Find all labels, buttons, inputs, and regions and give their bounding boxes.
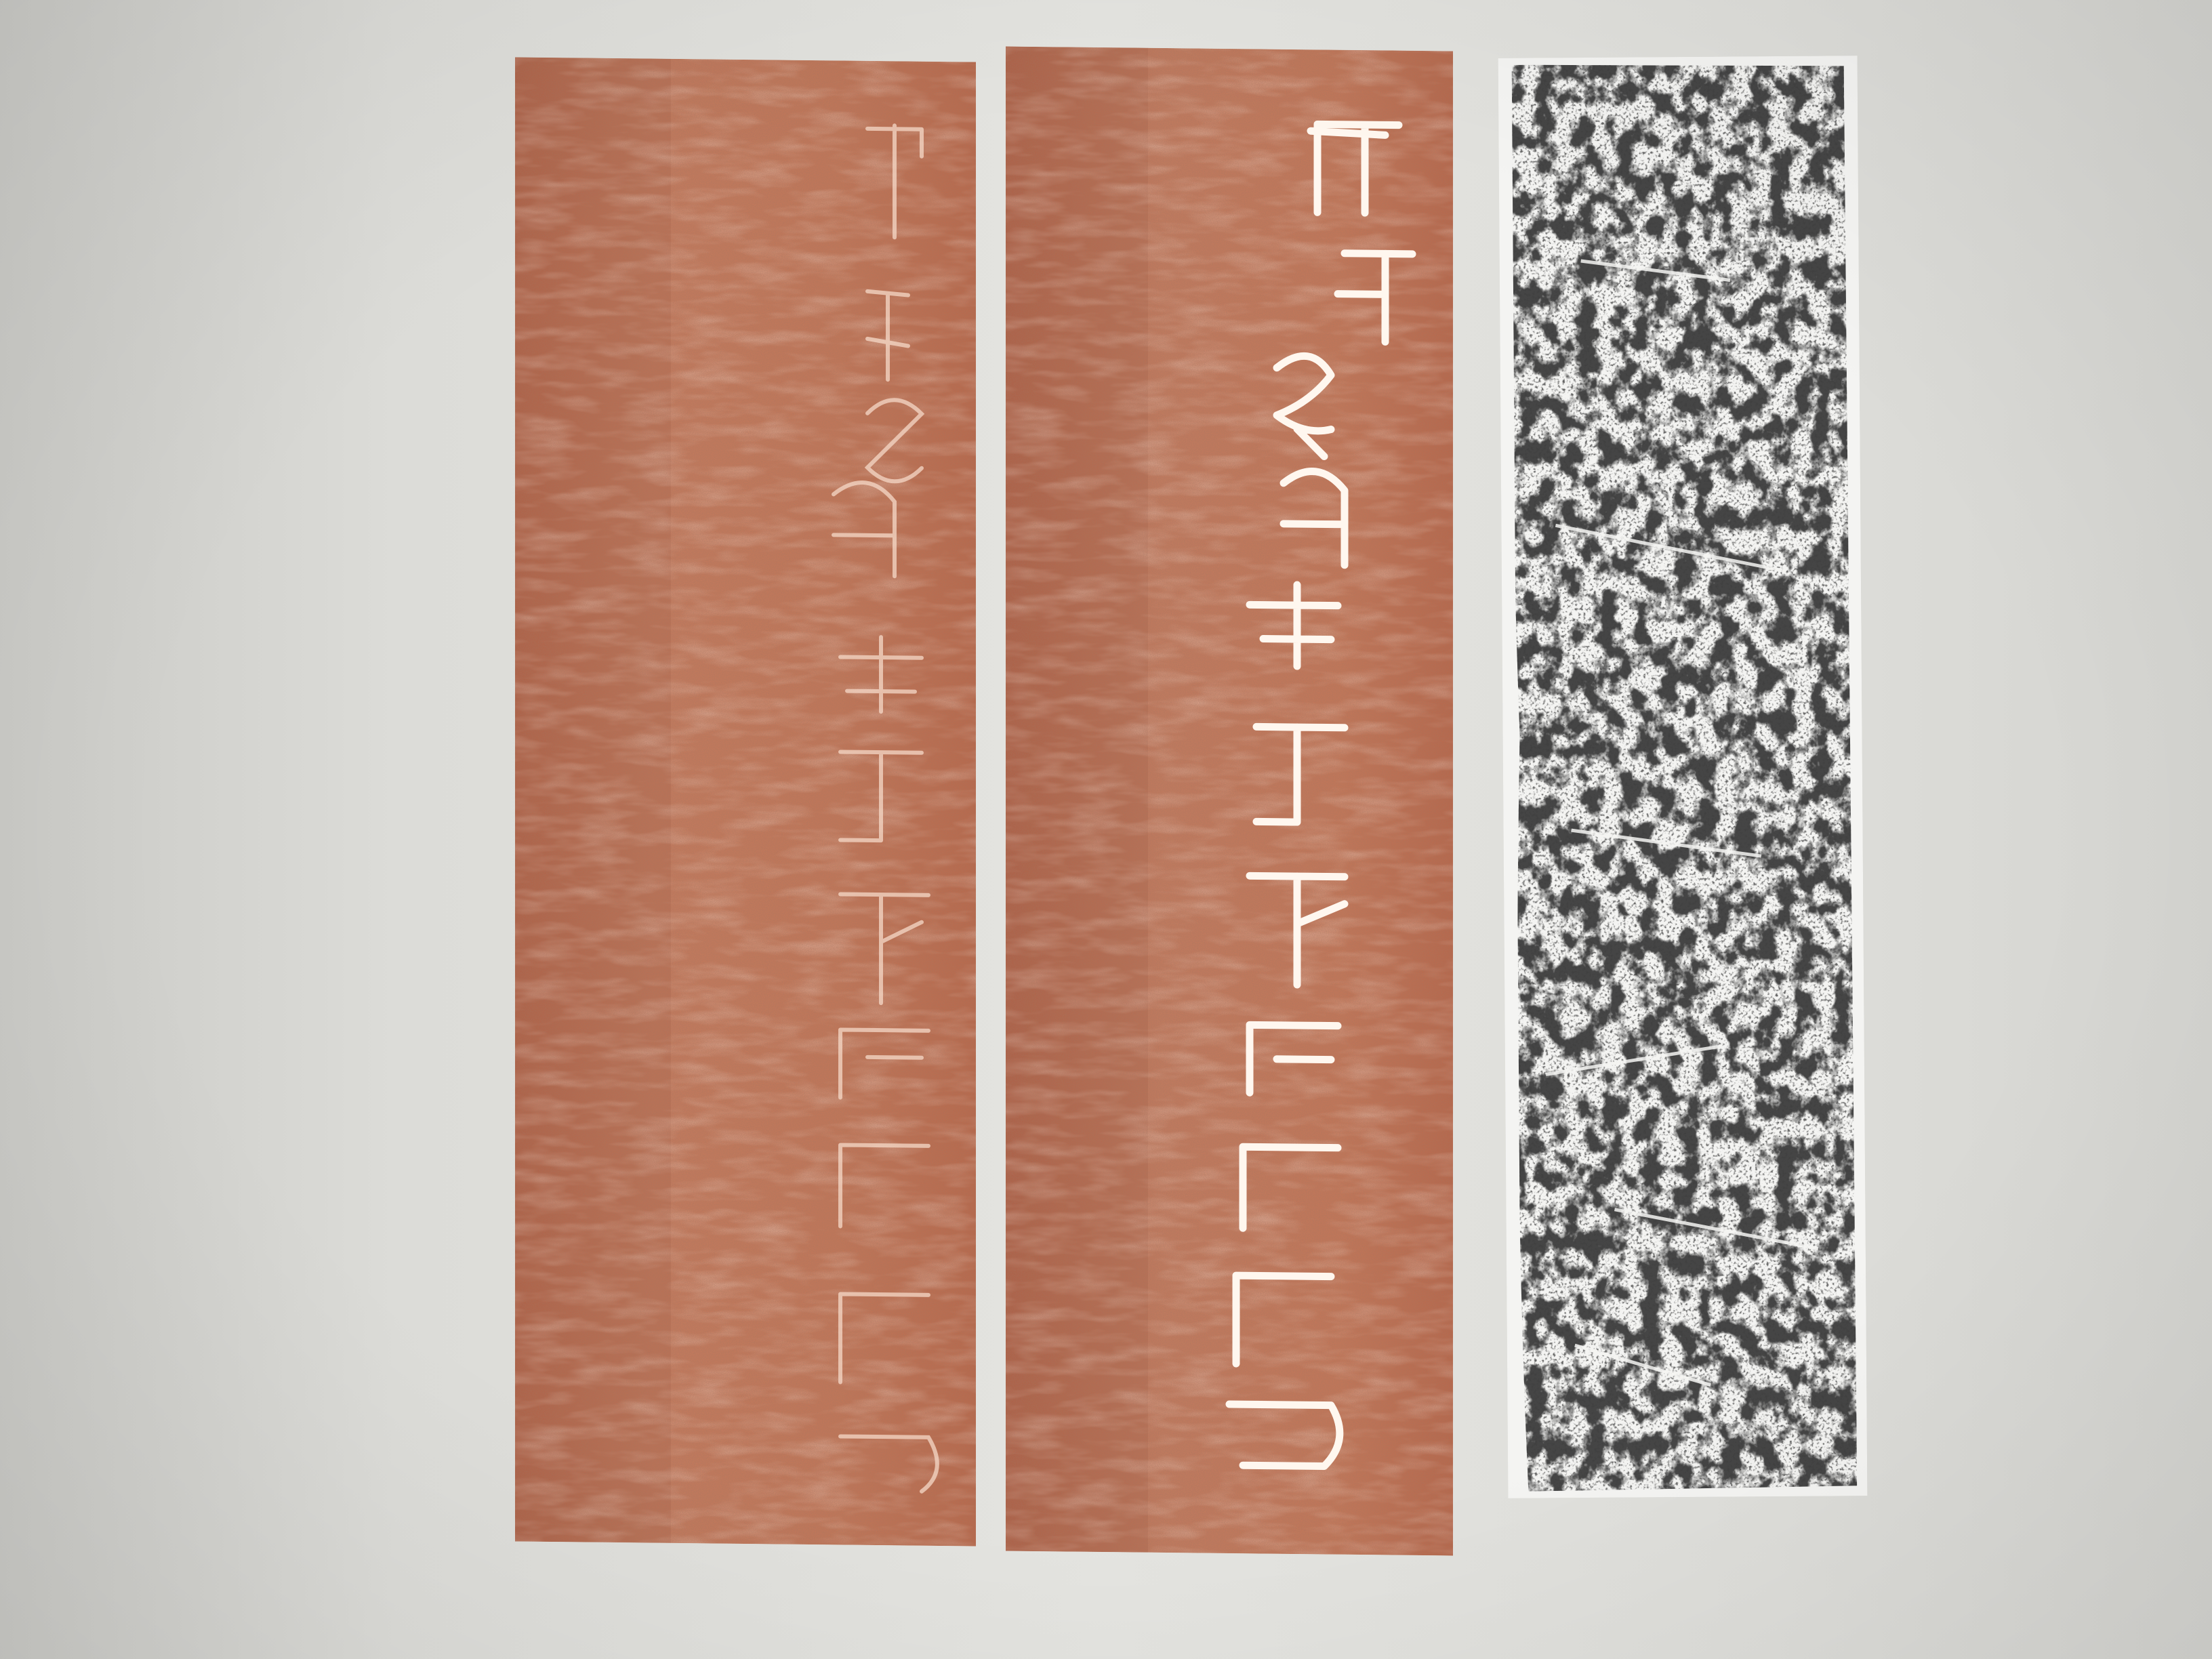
stone-photo-highlighted-image bbox=[1006, 47, 1453, 1556]
stone-photo-panel bbox=[515, 57, 976, 1546]
ink-rubbing-panel bbox=[1498, 56, 1868, 1498]
stone-photo-image bbox=[515, 57, 976, 1546]
stone-photo-highlighted-panel bbox=[1006, 47, 1453, 1556]
ink-rubbing-image bbox=[1498, 56, 1868, 1498]
